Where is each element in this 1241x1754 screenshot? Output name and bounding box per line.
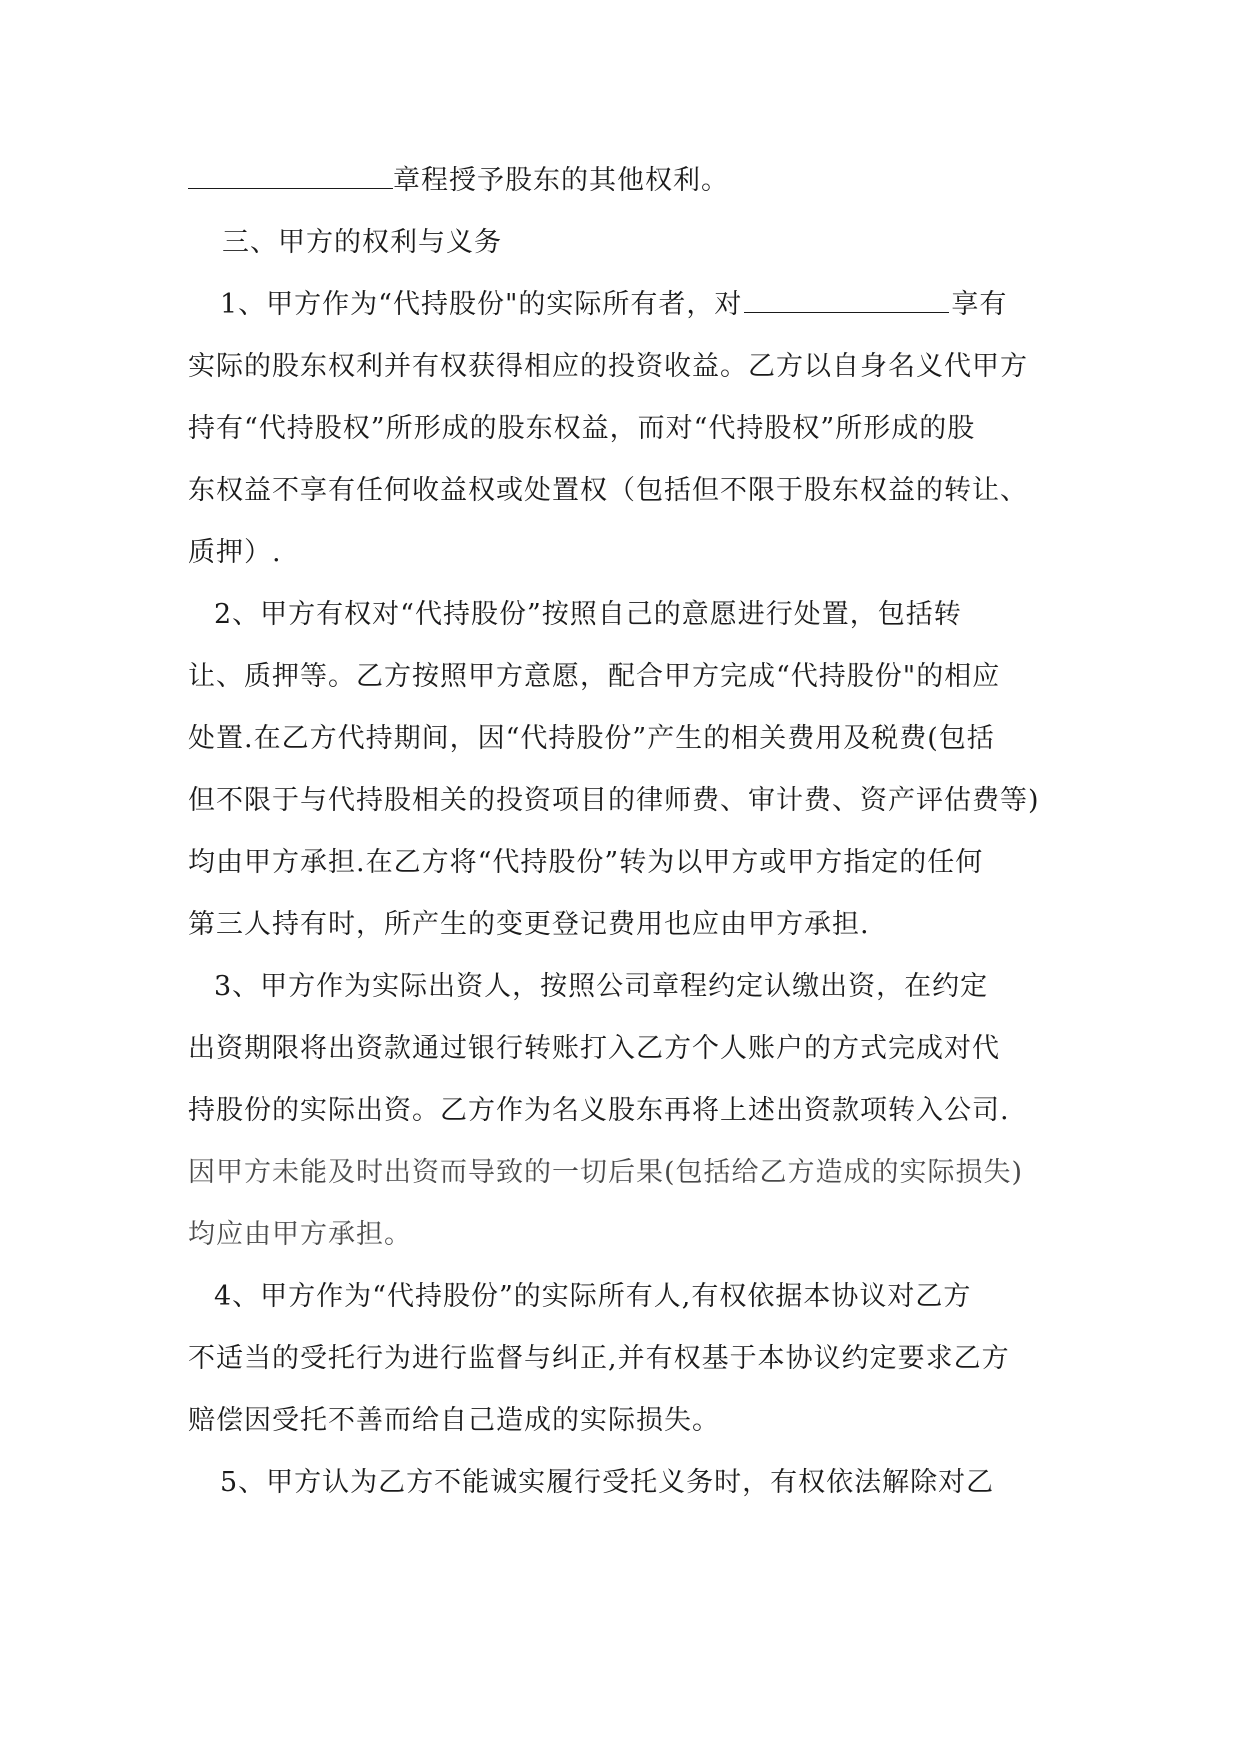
section-heading-text: 三、甲方的权利与义务 bbox=[222, 227, 502, 258]
line-text: 处置.在乙方代持期间，因“代持股份”产生的相关费用及税费(包括 bbox=[188, 723, 995, 754]
line-text: 均应由甲方承担。 bbox=[188, 1219, 412, 1250]
paragraph-line bbox=[188, 832, 1058, 894]
line-text: 赔偿因受托不善而给自己造成的实际损失。 bbox=[188, 1405, 720, 1436]
line-text: 但不限于与代持股相关的投资项目的律师费、审计费、资产评估费等) bbox=[188, 785, 1040, 816]
line-text: 实际的股东权利并有权获得相应的投资收益。乙方以自身名义代甲方 bbox=[188, 351, 1028, 382]
line-text: 4、甲方作为“代持股份”的实际所有人,有权依据本协议对乙方 bbox=[214, 1281, 972, 1312]
fill-in-blank bbox=[744, 290, 949, 313]
paragraph-line bbox=[188, 646, 1058, 708]
line-text: 因甲方未能及时出资而导致的一切后果(包括给乙方造成的实际损失) bbox=[188, 1157, 1024, 1188]
line-text: 2、甲方有权对“代持股份”按照自己的意愿进行处置，包括转 bbox=[214, 599, 962, 630]
paragraph-line bbox=[188, 1142, 1058, 1204]
paragraph-line bbox=[188, 1204, 1058, 1266]
paragraph-line bbox=[188, 956, 1058, 1018]
paragraph-line bbox=[188, 1328, 1058, 1390]
line-text: 持股份的实际出资。乙方作为名义股东再将上述出资款项转入公司. bbox=[188, 1095, 1010, 1126]
paragraph-line bbox=[188, 150, 1058, 212]
paragraph-line bbox=[188, 336, 1058, 398]
line-text: 均由甲方承担.在乙方将“代持股份”转为以甲方或甲方指定的任何 bbox=[188, 847, 984, 878]
line-text: 1、甲方作为“代持股份"的实际所有者，对 bbox=[220, 289, 743, 320]
line-text: 持有“代持股权”所形成的股东权益，而对“代持股权”所形成的股 bbox=[188, 413, 976, 444]
line-text: 3、甲方作为实际出资人，按照公司章程约定认缴出资，在约定 bbox=[214, 971, 989, 1002]
line-text: 章程授予股东的其他权利。 bbox=[393, 165, 729, 196]
fill-in-blank bbox=[188, 166, 393, 189]
paragraph-line bbox=[188, 1452, 1058, 1514]
line-text: 5、甲方认为乙方不能诚实履行受托义务时，有权依法解除对乙 bbox=[220, 1467, 995, 1498]
line-text: 东权益不享有任何收益权或处置权（包括但不限于股东权益的转让、 bbox=[188, 475, 1028, 506]
document-body bbox=[188, 150, 1058, 1514]
paragraph-line bbox=[188, 274, 1058, 336]
section-heading bbox=[188, 212, 1058, 274]
paragraph-line bbox=[188, 1390, 1058, 1452]
paragraph-line bbox=[188, 1080, 1058, 1142]
paragraph-line bbox=[188, 708, 1058, 770]
paragraph-line bbox=[188, 1266, 1058, 1328]
paragraph-line bbox=[188, 584, 1058, 646]
paragraph-line bbox=[188, 522, 1058, 584]
line-text: 质押）. bbox=[188, 537, 282, 568]
paragraph-line bbox=[188, 460, 1058, 522]
paragraph-line bbox=[188, 894, 1058, 956]
line-text: 让、质押等。乙方按照甲方意愿，配合甲方完成“代持股份"的相应 bbox=[188, 661, 1001, 692]
paragraph-line bbox=[188, 1018, 1058, 1080]
line-text: 第三人持有时，所产生的变更登记费用也应由甲方承担. bbox=[188, 909, 870, 940]
line-text: 不适当的受托行为进行监督与纠正,并有权基于本协议约定要求乙方 bbox=[188, 1343, 1010, 1374]
line-text: 享有 bbox=[951, 289, 1008, 320]
paragraph-line bbox=[188, 398, 1058, 460]
paragraph-line bbox=[188, 770, 1058, 832]
line-text: 出资期限将出资款通过银行转账打入乙方个人账户的方式完成对代 bbox=[188, 1033, 1000, 1064]
